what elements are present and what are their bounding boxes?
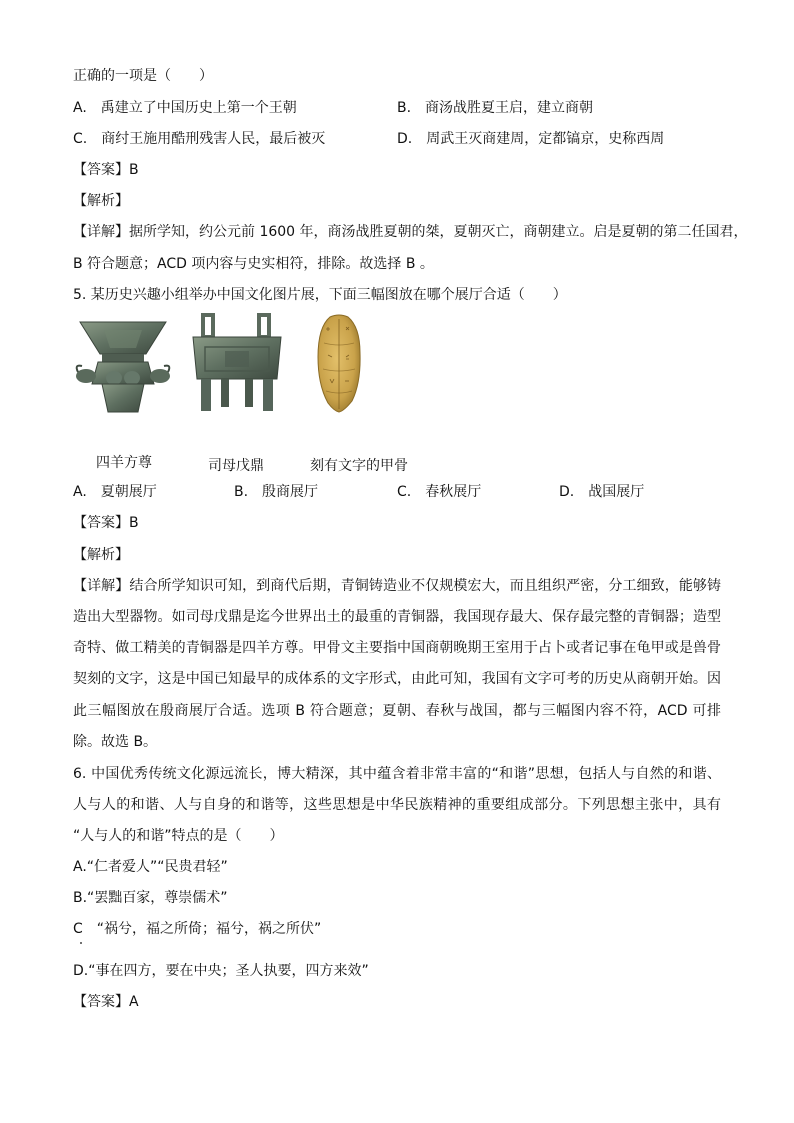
detail-text: 据所学知，约公元前 1600 年，商汤战胜夏朝的桀，夏朝灭亡，商朝建立。启是夏朝的第二任国君， bbox=[129, 224, 748, 240]
oracle-bone-image bbox=[316, 313, 362, 413]
answer-value: B bbox=[129, 162, 139, 178]
q5-analysis-tag: 【解析】 bbox=[73, 547, 129, 563]
q5-detail-line-6: 除。故选 B。 bbox=[73, 734, 158, 750]
detail-text: 结合所学知识可知，到商代后期，青铜铸造业不仅规模宏大，而且组织严密，分工细致，能够铸 bbox=[129, 578, 722, 594]
q5-detail-line-3: 奇特、做工精美的青铜器是四羊方尊。甲骨文主要指中国商朝晚期王室用于占卜或者记事在龟甲或是兽骨 bbox=[73, 640, 721, 656]
caption-oracle-bone: 刻有文字的甲骨 bbox=[310, 458, 408, 474]
q4-detail-line-2: B 符合题意；ACD 项内容与史实相符，排除。故选择 B 。 bbox=[73, 256, 434, 272]
q6-stem-line-3: “人与人的和谐”特点的是（ ） bbox=[73, 828, 284, 844]
q5-answer-line bbox=[73, 513, 139, 533]
q5-detail-line-2: 造出大型器物。如司母戊鼎是迄今世界出土的最重的青铜器，我国现存最大、保存最完整的青铜器；造型 bbox=[73, 609, 721, 625]
q5-detail-line-5: 此三幅图放在殷商展厅合适。选项 B 符合题意；夏朝、春秋与战国，都与三幅图内容不符，ACD 可排 bbox=[73, 703, 721, 719]
q4-analysis-tag: 【解析】 bbox=[73, 193, 129, 209]
answer-tag: 【答案】 bbox=[73, 162, 129, 178]
q6-option-a: A.“仁者爱人”“民贵君轻” bbox=[73, 859, 228, 875]
caption-simuwu-ding: 司母戊鼎 bbox=[208, 458, 264, 474]
answer-value: B bbox=[129, 515, 139, 531]
q5-detail-line-1 bbox=[73, 576, 721, 596]
q6-stem-line-1: 6. 中国优秀传统文化源远流长，博大精深，其中蕴含着非常丰富的“和谐”思想，包括人与自然的和谐、 bbox=[73, 766, 721, 782]
q4-answer-line bbox=[73, 160, 139, 180]
simuwu-ding-image bbox=[187, 313, 287, 413]
answer-tag: 【答案】 bbox=[73, 515, 129, 531]
q4-option-b: B. 商汤战胜夏王启，建立商朝 bbox=[397, 100, 594, 116]
q5-option-d: D. 战国展厅 bbox=[559, 484, 645, 500]
detail-tag: 【详解】 bbox=[73, 578, 130, 594]
answer-tag: 【答案】 bbox=[73, 994, 129, 1010]
q6-option-c: C “祸兮，福之所倚；福兮，祸之所伏” bbox=[73, 921, 322, 937]
q6-option-b: B.“罢黜百家，尊崇儒术” bbox=[73, 890, 228, 906]
stray-dot bbox=[80, 942, 82, 944]
q5-detail-line-4: 契刻的文字，这是中国已知最早的成体系的文字形式，由此可知，我国有文字可考的历史从商朝开始。因 bbox=[73, 671, 721, 687]
q6-stem-line-2: 人与人的和谐、人与自身的和谐等，这些思想是中华民族精神的重要组成部分。下列思想主张中，具有 bbox=[73, 797, 721, 813]
detail-tag: 【详解】 bbox=[73, 224, 129, 240]
q6-option-d: D.“事在四方，要在中央；圣人执要，四方来效” bbox=[73, 963, 369, 979]
four-ram-zun-image bbox=[74, 318, 172, 414]
q5-option-b: B. 殷商展厅 bbox=[234, 484, 319, 500]
q5-stem: 5. 某历史兴趣小组举办中国文化图片展，下面三幅图放在哪个展厅合适（ ） bbox=[73, 287, 567, 303]
q4-option-d: D. 周武王灭商建周，定都镐京，史称西周 bbox=[397, 131, 665, 147]
caption-four-ram-zun: 四羊方尊 bbox=[96, 455, 152, 471]
q4-detail-line-1 bbox=[73, 222, 748, 242]
q5-option-c: C. 春秋展厅 bbox=[397, 484, 482, 500]
q4-stem-tail: 正确的一项是（ ） bbox=[73, 68, 213, 84]
q6-answer-line bbox=[73, 992, 139, 1012]
answer-value: A bbox=[129, 994, 139, 1010]
q4-option-c: C. 商纣王施用酷刑残害人民，最后被灭 bbox=[73, 131, 326, 147]
q5-option-a: A. 夏朝展厅 bbox=[73, 484, 157, 500]
q4-option-a: A. 禹建立了中国历史上第一个王朝 bbox=[73, 100, 297, 116]
